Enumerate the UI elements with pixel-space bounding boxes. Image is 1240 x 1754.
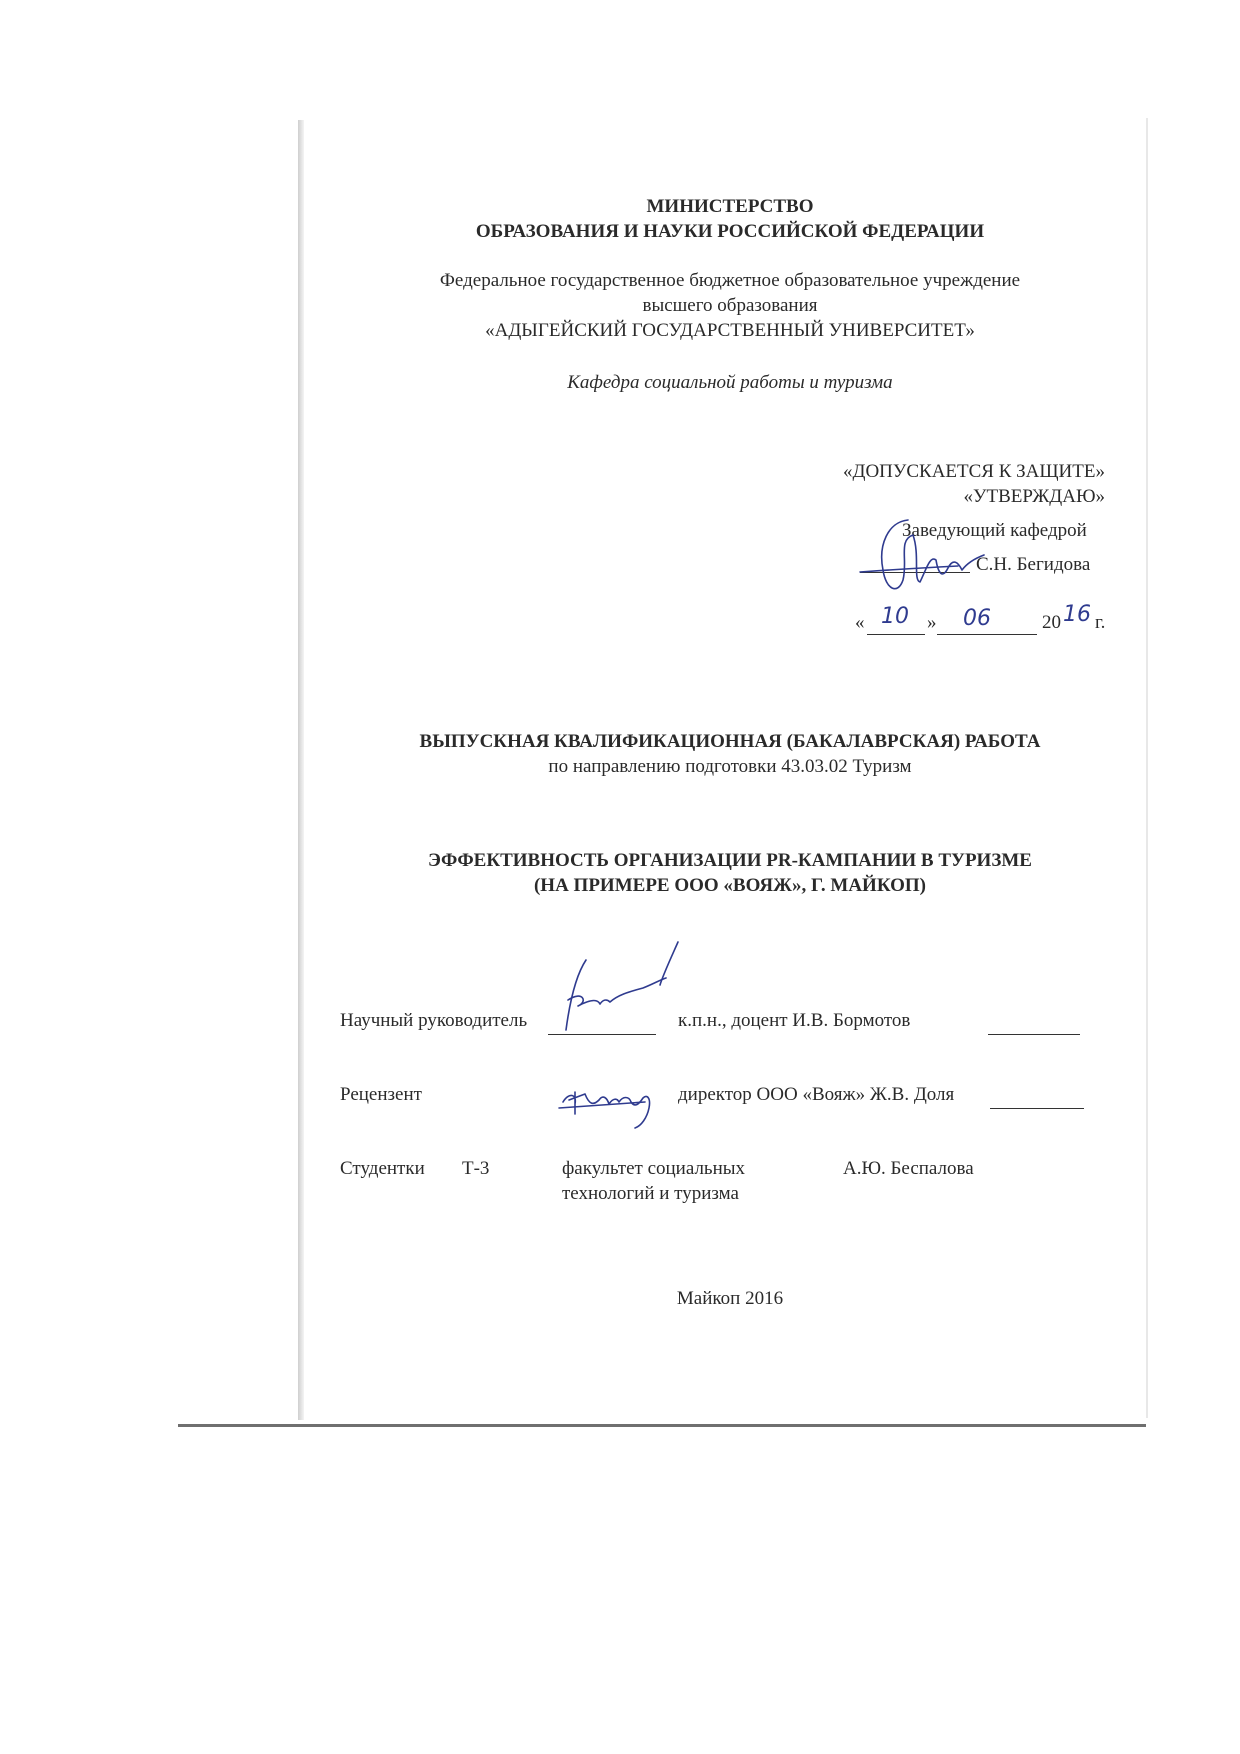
- date-close-quote: »: [927, 612, 937, 633]
- reviewer-label: Рецензент: [340, 1084, 422, 1105]
- ministry-line1: МИНИСТЕРСТВО: [646, 196, 814, 217]
- institution-line1: Федеральное государственное бюджетное образовательное учреждение: [439, 270, 1021, 291]
- date-month: 06: [963, 606, 991, 631]
- reviewer-extra-line: [990, 1108, 1084, 1109]
- student-group: Т-3: [462, 1158, 490, 1179]
- date-day-line: [867, 634, 925, 635]
- reviewer-info: директор ООО «Вояж» Ж.В. Доля: [678, 1084, 955, 1105]
- institution-line2: высшего образования: [642, 295, 818, 316]
- university-name: «АДЫГЕЙСКИЙ ГОСУДАРСТВЕННЫЙ УНИВЕРСИТЕТ»: [485, 320, 975, 341]
- ministry-line2: ОБРАЗОВАНИЯ И НАУКИ РОССИЙСКОЙ ФЕДЕРАЦИИ: [475, 221, 985, 242]
- date-year-unit: г.: [1095, 612, 1106, 633]
- student-faculty-line1: факультет социальных: [562, 1158, 746, 1179]
- student-name: А.Ю. Беспалова: [843, 1158, 974, 1179]
- reviewer-signature: [555, 1072, 675, 1132]
- supervisor-label: Научный руководитель: [340, 1010, 528, 1031]
- date-month-line: [937, 634, 1037, 635]
- head-name: С.Н. Бегидова: [976, 554, 1091, 575]
- approval-date: [855, 602, 1106, 640]
- department-name: Кафедра социальной работы и туризма: [567, 372, 893, 393]
- head-position: Заведующий кафедрой: [902, 520, 1087, 541]
- admit-to-defense: «ДОПУСКАЕТСЯ К ЗАЩИТЕ»: [843, 461, 1105, 482]
- work-title-line1: ЭФФЕКТИВНОСТЬ ОРГАНИЗАЦИИ PR-КАМПАНИИ В ТУРИЗМЕ: [428, 850, 1032, 871]
- supervisor-extra-line: [988, 1034, 1080, 1035]
- student-faculty-line2: технологий и туризма: [562, 1183, 739, 1204]
- student-label: Студентки: [340, 1158, 425, 1179]
- work-title-line2: (НА ПРИМЕРЕ ООО «ВОЯЖ», Г. МАЙКОП): [533, 875, 927, 896]
- scan-bottom-edge: [178, 1424, 1146, 1427]
- date-year-suffix: 16: [1063, 602, 1091, 627]
- date-day: 10: [881, 604, 909, 629]
- work-direction: по направлению подготовки 43.03.02 Туризм: [548, 756, 912, 777]
- supervisor-info: к.п.н., доцент И.В. Бормотов: [678, 1010, 911, 1031]
- approve-label: «УТВЕРЖДАЮ»: [963, 486, 1105, 507]
- head-signature: [858, 500, 998, 610]
- city-year: Майкоп 2016: [676, 1288, 784, 1309]
- supervisor-signature: [548, 940, 688, 1040]
- work-type: ВЫПУСКНАЯ КВАЛИФИКАЦИОННАЯ (БАКАЛАВРСКАЯ) РАБОТА: [419, 731, 1041, 752]
- date-year-prefix: 20: [1042, 612, 1061, 633]
- date-open-quote: «: [855, 612, 865, 633]
